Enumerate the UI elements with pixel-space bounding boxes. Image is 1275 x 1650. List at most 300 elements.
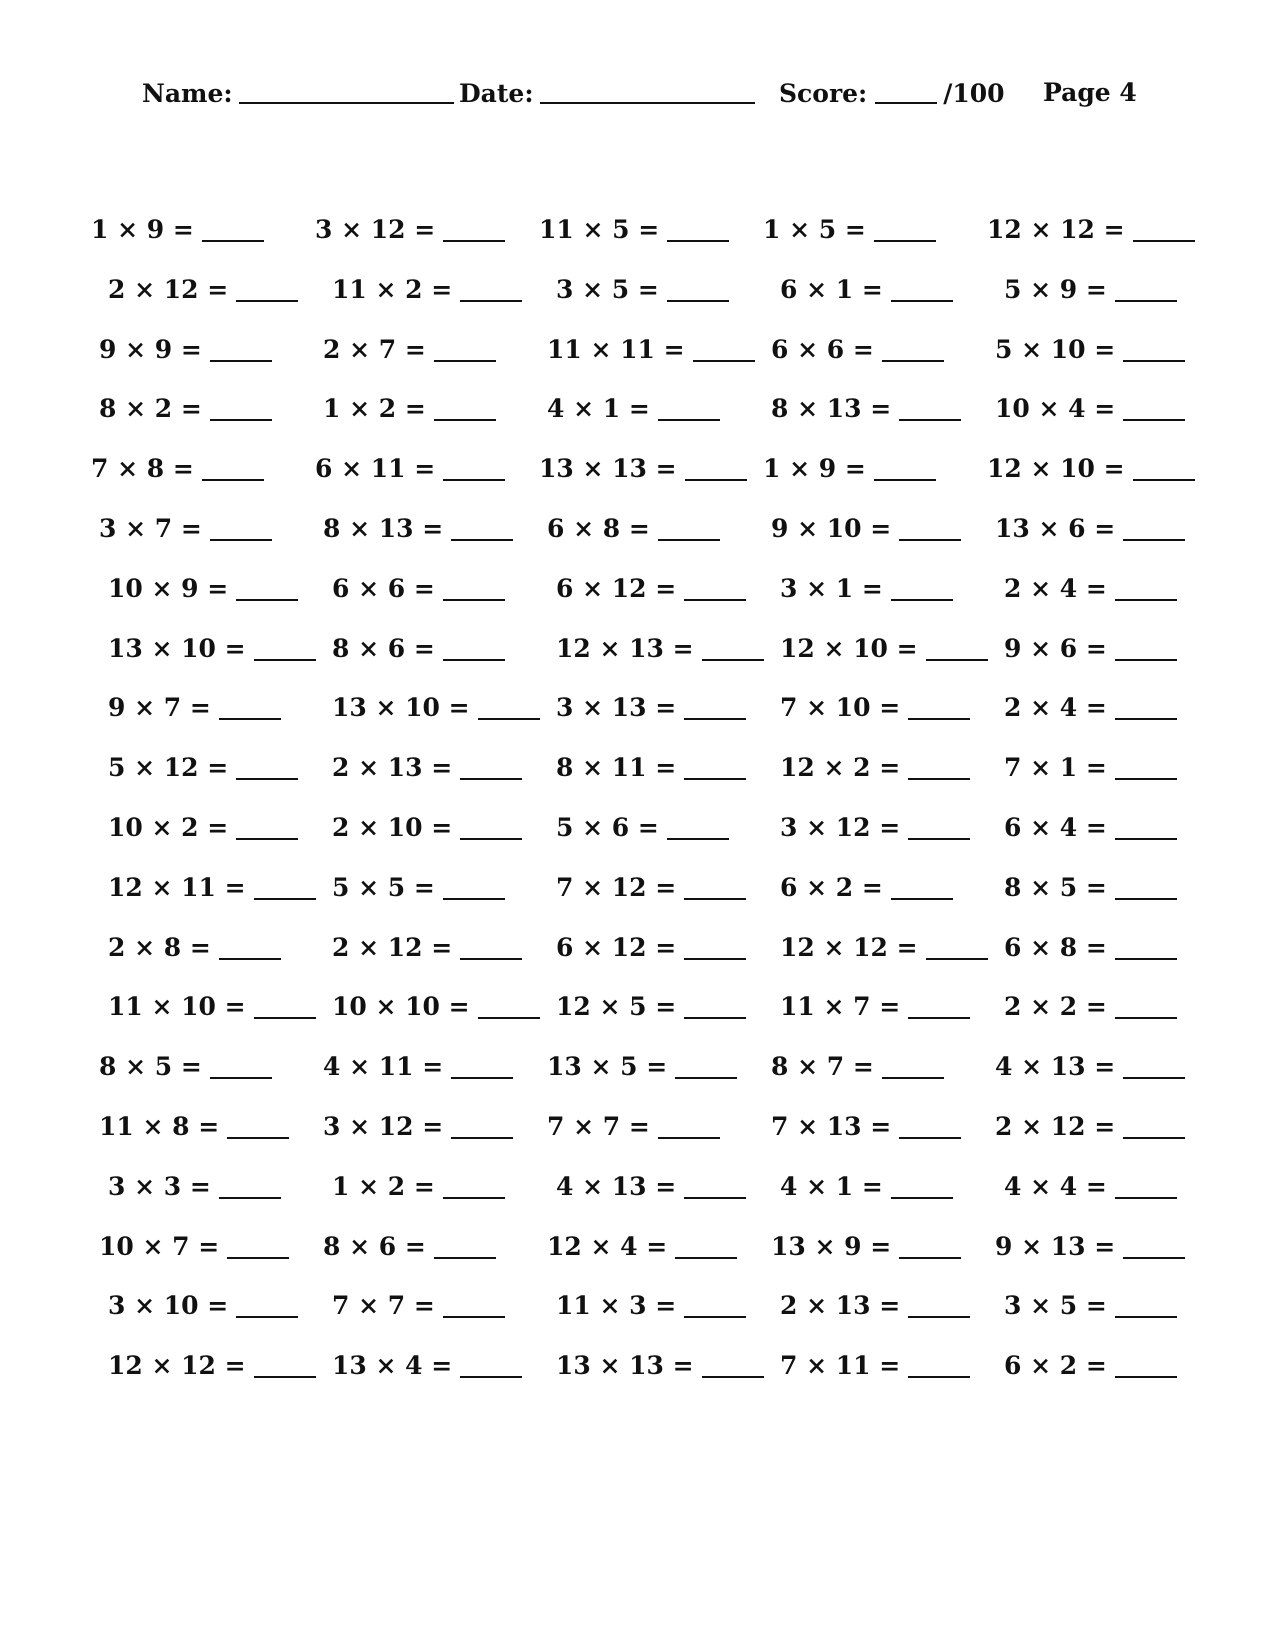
problem-expression: 4 × 1 =	[780, 1171, 883, 1201]
problem-item	[323, 1049, 513, 1085]
problem-item	[315, 451, 505, 487]
problem-expression: 2 × 13 =	[780, 1291, 901, 1321]
problem-expression: 4 × 13 =	[556, 1171, 677, 1201]
problem-expression: 10 × 10 =	[332, 992, 470, 1022]
answer-blank[interactable]	[1123, 336, 1185, 362]
answer-blank[interactable]	[908, 993, 970, 1019]
problem-expression: 8 × 5 =	[99, 1052, 202, 1082]
problem-item	[556, 1348, 764, 1384]
answer-blank[interactable]	[443, 874, 505, 900]
problem-row	[0, 272, 1275, 332]
name-field[interactable]	[142, 76, 454, 111]
answer-blank[interactable]	[899, 515, 961, 541]
problem-expression: 3 × 7 =	[99, 513, 202, 543]
problem-item	[1004, 930, 1177, 966]
problem-item	[332, 930, 522, 966]
problem-expression: 6 × 12 =	[556, 573, 677, 603]
problem-expression: 3 × 5 =	[1004, 1291, 1107, 1321]
problem-row	[0, 391, 1275, 451]
problem-expression: 11 × 7 =	[780, 992, 901, 1022]
problem-expression: 5 × 10 =	[995, 334, 1116, 364]
answer-blank[interactable]	[891, 575, 953, 601]
problem-row	[0, 930, 1275, 990]
answer-blank[interactable]	[1115, 635, 1177, 661]
problem-expression: 7 × 10 =	[780, 693, 901, 723]
answer-blank[interactable]	[202, 455, 264, 481]
answer-blank[interactable]	[443, 575, 505, 601]
problem-expression: 11 × 3 =	[556, 1291, 677, 1321]
answer-blank[interactable]	[684, 874, 746, 900]
answer-blank[interactable]	[1115, 1173, 1177, 1199]
answer-blank[interactable]	[926, 934, 988, 960]
answer-blank[interactable]	[658, 1113, 720, 1139]
answer-blank[interactable]	[684, 993, 746, 1019]
answer-blank[interactable]	[460, 934, 522, 960]
problem-expression: 3 × 12 =	[780, 812, 901, 842]
answer-blank[interactable]	[908, 1352, 970, 1378]
problem-expression: 3 × 12 =	[323, 1111, 444, 1141]
problem-item	[332, 810, 522, 846]
problem-expression: 9 × 7 =	[108, 693, 211, 723]
answer-blank[interactable]	[908, 754, 970, 780]
problem-row	[0, 571, 1275, 631]
problem-expression: 10 × 2 =	[108, 812, 229, 842]
problem-item	[539, 451, 747, 487]
answer-blank[interactable]	[882, 336, 944, 362]
problem-expression: 8 × 7 =	[771, 1052, 874, 1082]
answer-blank[interactable]	[891, 1173, 953, 1199]
problem-item	[780, 810, 970, 846]
problem-item	[1004, 810, 1177, 846]
problem-item	[108, 930, 281, 966]
problem-item	[556, 1169, 746, 1205]
problem-expression: 10 × 4 =	[995, 394, 1116, 424]
problem-expression: 13 × 9 =	[771, 1231, 892, 1261]
answer-blank[interactable]	[434, 336, 496, 362]
problem-expression: 1 × 5 =	[763, 215, 866, 244]
problem-expression: 5 × 12 =	[108, 753, 229, 783]
answer-blank[interactable]	[684, 1292, 746, 1318]
problem-item	[556, 989, 746, 1025]
problem-expression: 5 × 9 =	[1004, 274, 1107, 304]
date-label: Date:	[459, 79, 534, 108]
problem-item	[1004, 571, 1177, 607]
problem-item	[108, 1288, 298, 1324]
problem-expression: 6 × 8 =	[547, 513, 650, 543]
problem-item	[323, 1229, 496, 1265]
problem-expression: 4 × 13 =	[995, 1052, 1116, 1082]
problem-expression: 7 × 11 =	[780, 1351, 901, 1381]
problem-item	[556, 571, 746, 607]
answer-blank[interactable]	[210, 395, 272, 421]
problem-expression: 7 × 7 =	[547, 1111, 650, 1141]
answer-blank[interactable]	[926, 635, 988, 661]
answer-blank[interactable]	[219, 934, 281, 960]
answer-blank[interactable]	[460, 754, 522, 780]
problem-expression: 2 × 7 =	[323, 334, 426, 364]
problem-row	[0, 511, 1275, 571]
problem-item	[332, 1288, 505, 1324]
answer-blank[interactable]	[210, 336, 272, 362]
problem-row	[0, 1348, 1275, 1408]
name-label: Name:	[142, 79, 233, 108]
answer-blank[interactable]	[236, 1292, 298, 1318]
problem-item	[771, 1049, 944, 1085]
problem-expression: 7 × 1 =	[1004, 753, 1107, 783]
problem-expression: 6 × 12 =	[556, 932, 677, 962]
answer-blank[interactable]	[899, 1113, 961, 1139]
problem-expression: 2 × 12 =	[995, 1111, 1116, 1141]
problem-item	[771, 1229, 961, 1265]
problem-expression: 3 × 13 =	[556, 693, 677, 723]
answer-blank[interactable]	[684, 575, 746, 601]
problem-row	[0, 870, 1275, 930]
answer-blank[interactable]	[236, 276, 298, 302]
problem-expression: 8 × 13 =	[771, 394, 892, 424]
answer-blank[interactable]	[891, 276, 953, 302]
answer-blank[interactable]	[443, 635, 505, 661]
answer-blank[interactable]	[202, 216, 264, 242]
problem-expression: 13 × 13 =	[539, 454, 677, 484]
answer-blank[interactable]	[908, 1292, 970, 1318]
problem-expression: 8 × 11 =	[556, 753, 677, 783]
problem-item	[1004, 272, 1177, 308]
answer-blank[interactable]	[460, 814, 522, 840]
answer-blank[interactable]	[1123, 1233, 1185, 1259]
problem-item	[1004, 1288, 1177, 1324]
problem-item	[108, 272, 298, 308]
problem-item	[771, 1109, 961, 1145]
problem-expression: 11 × 11 =	[547, 334, 685, 364]
problem-item	[987, 212, 1195, 248]
problem-expression: 8 × 6 =	[332, 633, 435, 663]
problem-expression: 3 × 12 =	[315, 215, 436, 244]
problem-expression: 4 × 4 =	[1004, 1171, 1107, 1201]
problem-expression: 6 × 11 =	[315, 454, 436, 484]
answer-blank[interactable]	[891, 874, 953, 900]
problem-expression: 6 × 2 =	[780, 872, 883, 902]
problem-expression: 11 × 2 =	[332, 274, 453, 304]
problem-expression: 4 × 1 =	[547, 394, 650, 424]
answer-blank[interactable]	[1115, 754, 1177, 780]
problem-expression: 13 × 10 =	[332, 693, 470, 723]
answer-blank[interactable]	[1123, 1053, 1185, 1079]
answer-blank[interactable]	[434, 395, 496, 421]
problem-item	[332, 1169, 505, 1205]
answer-blank[interactable]	[227, 1113, 289, 1139]
problem-expression: 9 × 9 =	[99, 334, 202, 364]
score-blank-line[interactable]	[875, 76, 937, 104]
answer-blank[interactable]	[874, 455, 936, 481]
problem-expression: 2 × 12 =	[332, 932, 453, 962]
answer-blank[interactable]	[1115, 694, 1177, 720]
problem-item	[771, 332, 944, 368]
answer-blank[interactable]	[236, 814, 298, 840]
answer-blank[interactable]	[227, 1233, 289, 1259]
problem-expression: 2 × 12 =	[108, 274, 229, 304]
problem-item	[99, 511, 272, 547]
problem-item	[91, 451, 264, 487]
answer-blank[interactable]	[478, 694, 540, 720]
answer-blank[interactable]	[451, 1053, 513, 1079]
problem-expression: 7 × 8 =	[91, 454, 194, 484]
answer-blank[interactable]	[1133, 455, 1195, 481]
problem-item	[780, 930, 988, 966]
problem-item	[547, 391, 720, 427]
answer-blank[interactable]	[451, 1113, 513, 1139]
problem-item	[780, 631, 988, 667]
problem-expression: 2 × 13 =	[332, 753, 453, 783]
name-blank-line[interactable]	[239, 76, 454, 104]
problem-expression: 12 × 12 =	[780, 932, 918, 962]
problem-expression: 2 × 10 =	[332, 812, 453, 842]
problem-expression: 12 × 13 =	[556, 633, 694, 663]
problem-expression: 12 × 5 =	[556, 992, 677, 1022]
problem-expression: 6 × 2 =	[1004, 1351, 1107, 1381]
problem-expression: 13 × 10 =	[108, 633, 246, 663]
problem-item	[780, 272, 953, 308]
answer-blank[interactable]	[702, 635, 764, 661]
problem-expression: 8 × 2 =	[99, 394, 202, 424]
answer-blank[interactable]	[236, 575, 298, 601]
problem-expression: 2 × 4 =	[1004, 693, 1107, 723]
answer-blank[interactable]	[219, 1173, 281, 1199]
problem-item	[556, 870, 746, 906]
problem-item	[332, 1348, 522, 1384]
problem-row	[0, 989, 1275, 1049]
problem-expression: 2 × 2 =	[1004, 992, 1107, 1022]
answer-blank[interactable]	[1115, 993, 1177, 1019]
problem-expression: 8 × 5 =	[1004, 872, 1107, 902]
problem-row	[0, 1169, 1275, 1229]
answer-blank[interactable]	[667, 276, 729, 302]
problem-row	[0, 690, 1275, 750]
answer-blank[interactable]	[874, 216, 936, 242]
problem-item	[108, 750, 298, 786]
problem-expression: 4 × 11 =	[323, 1052, 444, 1082]
problem-item	[995, 391, 1185, 427]
date-blank-line[interactable]	[540, 76, 755, 104]
problem-row	[0, 1229, 1275, 1289]
problem-item	[332, 690, 540, 726]
problem-expression: 13 × 13 =	[556, 1351, 694, 1381]
problem-expression: 6 × 1 =	[780, 274, 883, 304]
problem-item	[1004, 1169, 1177, 1205]
answer-blank[interactable]	[684, 1173, 746, 1199]
answer-blank[interactable]	[451, 515, 513, 541]
problem-item	[771, 511, 961, 547]
answer-blank[interactable]	[1115, 934, 1177, 960]
answer-blank[interactable]	[684, 754, 746, 780]
problem-item	[99, 391, 272, 427]
problem-expression: 12 × 10 =	[987, 454, 1125, 484]
problem-row	[0, 810, 1275, 870]
problem-expression: 8 × 6 =	[323, 1231, 426, 1261]
problem-expression: 2 × 4 =	[1004, 573, 1107, 603]
problem-row	[0, 451, 1275, 511]
answer-blank[interactable]	[908, 814, 970, 840]
problem-item	[99, 1109, 289, 1145]
problem-expression: 12 × 2 =	[780, 753, 901, 783]
problem-expression: 10 × 9 =	[108, 573, 229, 603]
answer-blank[interactable]	[693, 336, 755, 362]
problem-item	[332, 631, 505, 667]
problem-expression: 10 × 7 =	[99, 1231, 220, 1261]
problem-expression: 5 × 6 =	[556, 812, 659, 842]
answer-blank[interactable]	[658, 515, 720, 541]
problem-item	[547, 332, 755, 368]
answer-blank[interactable]	[684, 694, 746, 720]
problem-item	[995, 332, 1185, 368]
problem-item	[99, 1049, 272, 1085]
problem-row	[0, 212, 1275, 272]
problem-item	[323, 1109, 513, 1145]
problem-item	[547, 1049, 737, 1085]
answer-blank[interactable]	[882, 1053, 944, 1079]
problem-item	[332, 870, 505, 906]
answer-blank[interactable]	[1115, 1352, 1177, 1378]
answer-blank[interactable]	[1115, 874, 1177, 900]
answer-blank[interactable]	[443, 1292, 505, 1318]
answer-blank[interactable]	[460, 1352, 522, 1378]
answer-blank[interactable]	[460, 276, 522, 302]
answer-blank[interactable]	[443, 455, 505, 481]
answer-blank[interactable]	[443, 216, 505, 242]
answer-blank[interactable]	[899, 395, 961, 421]
problem-item	[556, 1288, 746, 1324]
answer-blank[interactable]	[667, 216, 729, 242]
problem-item	[547, 1109, 720, 1145]
problem-expression: 11 × 8 =	[99, 1111, 220, 1141]
problem-item	[332, 272, 522, 308]
problem-expression: 1 × 2 =	[332, 1171, 435, 1201]
problem-item	[771, 391, 961, 427]
answer-blank[interactable]	[667, 814, 729, 840]
answer-blank[interactable]	[254, 1352, 316, 1378]
problem-expression: 1 × 2 =	[323, 394, 426, 424]
problem-item	[547, 1229, 737, 1265]
score-label: Score:	[779, 79, 868, 108]
answer-blank[interactable]	[658, 395, 720, 421]
score-field[interactable]	[779, 76, 1005, 111]
problem-item	[780, 989, 970, 1025]
problem-row	[0, 1049, 1275, 1109]
answer-blank[interactable]	[210, 515, 272, 541]
problem-expression: 13 × 6 =	[995, 513, 1116, 543]
answer-blank[interactable]	[254, 874, 316, 900]
problem-expression: 13 × 4 =	[332, 1351, 453, 1381]
answer-blank[interactable]	[702, 1352, 764, 1378]
problem-item	[987, 451, 1195, 487]
problem-expression: 11 × 5 =	[539, 215, 660, 244]
problem-item	[556, 750, 746, 786]
problem-expression: 12 × 12 =	[108, 1351, 246, 1381]
problem-item	[108, 571, 298, 607]
problem-item	[332, 750, 522, 786]
problem-item	[1004, 1348, 1177, 1384]
answer-blank[interactable]	[1115, 814, 1177, 840]
problem-item	[108, 690, 281, 726]
problem-expression: 12 × 10 =	[780, 633, 918, 663]
problem-item	[99, 332, 272, 368]
answer-blank[interactable]	[899, 1233, 961, 1259]
answer-blank[interactable]	[675, 1053, 737, 1079]
problem-expression: 11 × 10 =	[108, 992, 246, 1022]
problem-expression: 3 × 10 =	[108, 1291, 229, 1321]
problem-expression: 6 × 6 =	[332, 573, 435, 603]
problem-item	[323, 332, 496, 368]
problem-expression: 8 × 13 =	[323, 513, 444, 543]
problem-item	[108, 810, 298, 846]
problem-expression: 12 × 11 =	[108, 872, 246, 902]
problem-expression: 12 × 4 =	[547, 1231, 668, 1261]
problem-item	[1004, 989, 1177, 1025]
problem-expression: 13 × 5 =	[547, 1052, 668, 1082]
problem-item	[323, 511, 513, 547]
problem-item	[556, 631, 764, 667]
answer-blank[interactable]	[685, 455, 747, 481]
problem-item	[556, 930, 746, 966]
answer-blank[interactable]	[254, 993, 316, 1019]
problem-expression: 3 × 1 =	[780, 573, 883, 603]
answer-blank[interactable]	[254, 635, 316, 661]
answer-blank[interactable]	[1115, 575, 1177, 601]
answer-blank[interactable]	[1123, 515, 1185, 541]
problem-item	[547, 511, 720, 547]
problem-item	[780, 1169, 953, 1205]
answer-blank[interactable]	[675, 1233, 737, 1259]
problem-item	[995, 1109, 1185, 1145]
problem-item	[780, 1348, 970, 1384]
problem-item	[763, 451, 936, 487]
problem-item	[780, 1288, 970, 1324]
answer-blank[interactable]	[1115, 276, 1177, 302]
problem-expression: 9 × 13 =	[995, 1231, 1116, 1261]
problem-expression: 3 × 5 =	[556, 274, 659, 304]
answer-blank[interactable]	[1123, 395, 1185, 421]
answer-blank[interactable]	[443, 1173, 505, 1199]
problem-item	[556, 272, 729, 308]
problem-item	[332, 989, 540, 1025]
problem-expression: 9 × 6 =	[1004, 633, 1107, 663]
problem-item	[332, 571, 505, 607]
answer-blank[interactable]	[478, 993, 540, 1019]
problem-expression: 3 × 3 =	[108, 1171, 211, 1201]
problem-item	[108, 1348, 316, 1384]
answer-blank[interactable]	[210, 1053, 272, 1079]
problem-row	[0, 750, 1275, 810]
answer-blank[interactable]	[236, 754, 298, 780]
date-field[interactable]	[459, 76, 755, 111]
problem-item	[556, 690, 746, 726]
problem-item	[108, 631, 316, 667]
answer-blank[interactable]	[434, 1233, 496, 1259]
answer-blank[interactable]	[1115, 1292, 1177, 1318]
answer-blank[interactable]	[908, 694, 970, 720]
answer-blank[interactable]	[1133, 216, 1195, 242]
problem-item	[995, 511, 1185, 547]
problem-item	[539, 212, 729, 248]
answer-blank[interactable]	[684, 934, 746, 960]
problem-row	[0, 1109, 1275, 1169]
answer-blank[interactable]	[219, 694, 281, 720]
problem-item	[780, 690, 970, 726]
problem-item	[780, 571, 953, 607]
problem-item	[995, 1049, 1185, 1085]
answer-blank[interactable]	[1123, 1113, 1185, 1139]
problem-item	[91, 212, 264, 248]
problem-expression: 7 × 7 =	[332, 1291, 435, 1321]
